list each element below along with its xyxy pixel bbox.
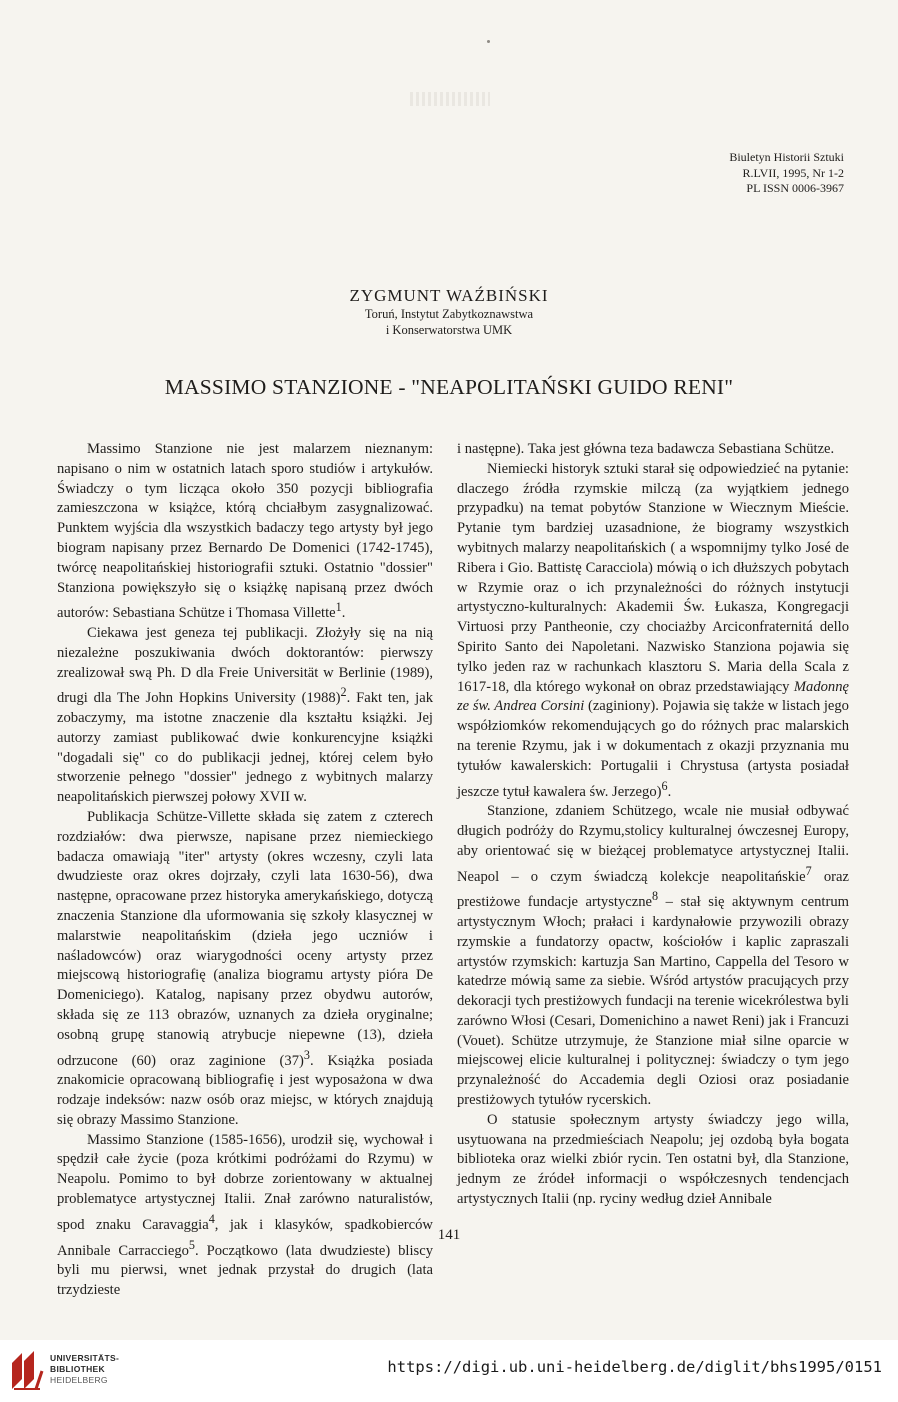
article-title: MASSIMO STANZIONE - "NEAPOLITAŃSKI GUIDO RENI" (164, 375, 734, 399)
text-column-left (57, 440, 433, 1301)
university-library-logo-icon (10, 1349, 44, 1391)
footnote-ref: 6 (661, 778, 668, 793)
paragraph-text: Massimo Stanzione (1585-1656), urodził się, wychował i spędził całe życie (poza krótkimi podróżami do Rzymu) w Neapolu. Pomimo to był dobrze zorientowany w aktualnej problematyce artystycznej Italii. Znał zarówno naturalistów, spod znaku Caravaggia (57, 1131, 433, 1233)
affiliation-line-2: i Konserwatorstwa UMK (385, 323, 513, 337)
paragraph (57, 1131, 433, 1301)
paragraph-text: . Początkowo (lata dwudzieste) bliscy byli mu pierwsi, wnet jednak przystał do drugich (lata trzydzieste (57, 1242, 433, 1298)
paragraph-text: Niemiecki historyk sztuki starał się odpowiedzieć na pytanie: dlaczego źródła rzymskie milczą (za wyjątkiem jednego przypadku) na temat pobytów Stanzione w Wiecznym Mieście. Pytanie tym bardziej uzasadnione, że biogramy wszystkich wybitnych malarzy neapolitańskich ( a wspomnijmy tylko José de Ribera i Gio. Battistę Caracciola) mówią o ich dłuższych pobytach w Rzymie oraz o ich przynależności do różnych instytucji artystyczno-kulturalnych: Akademii Św. Łukasza, Kongregacji Virtuosi przy Pantheonie, czy chociażby Arciconfraternitá dello Spirito Santo dei Napoletani. Nazwisko Stanziona pojawia się tylko jeden raz w rachunkach klasztoru S. Maria della Scala z 1617-18, dla którego wykonał on obraz przedstawiający (457, 460, 849, 695)
speck-mark (487, 40, 490, 43)
page-number: 141 (437, 1227, 461, 1243)
footnote-ref: 3 (303, 1047, 310, 1062)
author-affiliation (0, 306, 898, 338)
paragraph (457, 440, 849, 460)
library-logo-text (50, 1353, 119, 1386)
bleed-through-mark (410, 92, 490, 106)
paragraph-text: i następne). Taka jest główna teza badawcza Sebastiana Schütze. (457, 441, 835, 457)
paragraph (57, 624, 433, 808)
paragraph-text: Stanzione, zdaniem Schützego, wcale nie musiał odbywać długich podróży do Rzymu,stolicy kulturalnej ówczesnej Europy, aby orientować się w bieżącej problematyce artystycznej Italii. Neapol – o czym świadczą kolekcje neapolitańskie (457, 803, 849, 885)
text-column-right (457, 440, 849, 1210)
paragraph-text: Massimo Stanzione nie jest malarzem nieznanym: napisano o nim w ostatnich latach sporo studiów i artykułów. Świadczy o tym licząca około 350 pozycji bibliografia zamieszczona w książce, którą chciałbym zasygnalizować. Punktem wyjścia dla wszystkich badaczy tego artysty był jego biogram napisany przez Bernardo De Domenici (1742-1745), twórcę neapolitańskiej historiografii sztuki. Ostatnio "dossier" Stanziona powiększyło się o książkę napisaną przez dwóch autorów: Sebastiana Schütze i Thomasa Villette (57, 441, 433, 622)
paragraph (457, 460, 849, 802)
permalink-url[interactable]: https://digi.ub.uni-heidelberg.de/diglit/bhs1995/0151 (387, 1358, 882, 1376)
journal-info (729, 150, 844, 197)
paragraph-text: , jak i klasyków, spadkobierców Annibale Carracciego (57, 1216, 433, 1259)
paragraph (57, 808, 433, 1131)
paragraph (457, 802, 849, 1111)
footnote-ref: 5 (188, 1237, 195, 1252)
journal-issn: PL ISSN 0006-3967 (746, 181, 844, 195)
journal-name: Biuletyn Historii Sztuki (729, 150, 844, 164)
footnote-ref: 2 (340, 685, 347, 700)
paragraph-text: . Książka posiada znakomicie opracowaną bibliografię i jest wyposażona w dwa rodzaje indeksów: nazw osób oraz miejsc, w których znajdują się obrazy Massimo Stanzione. (57, 1052, 433, 1128)
footnote-ref: 4 (208, 1211, 215, 1226)
paragraph-text: Ciekawa jest geneza tej publikacji. Złożyły się na nią niezależne poszukiwania dwóch doktorantów: pierwszy zrealizował swą Ph. D dla Freie Universität w Berlinie (1989), drugi dla The John Hopkins University (1988) (57, 625, 433, 707)
author-name: ZYGMUNT WAŹBIŃSKI (349, 286, 549, 305)
journal-volume: R.LVII, 1995, Nr 1-2 (742, 165, 844, 180)
footnote-ref: 8 (652, 889, 659, 904)
paragraph-text: . (667, 783, 672, 800)
paragraph-text: . Fakt ten, jak zobaczymy, ma istotne znaczenie dla kształtu książki. Jej autorzy zamiast publikować dwie konkurencyjne książki "dogadali się" co do publikacji jednej, której celem było stworzenie pełnego "dossier" jednego z wybitnych malarzy neapolitańskich pierwszej połowy XVII w. (57, 690, 433, 806)
footnote-ref: 1 (335, 600, 342, 615)
paragraph-text: oraz prestiżowe fundacje artystyczne (457, 868, 849, 911)
viewer-footer (0, 1340, 898, 1402)
logo-line-1: UNIVERSITÄTS- (50, 1353, 120, 1363)
paragraph (57, 440, 433, 624)
paragraph-text: O statusie społecznym artysty świadczy jego willa, usytuowana na przedmieściach Neapolu; jej ozdobą była bogata biblioteka oraz wielki zbiór rycin. Ten ostatni był, dla Stanzione, jednym ze źródeł informacji o współczesnych tendencjach artystycznych Italii (np. ryciny według dzieł Annibale (457, 1111, 849, 1208)
logo-line-2: BIBLIOTHEK (50, 1364, 105, 1374)
logo-line-3: HEIDELBERG (50, 1375, 108, 1385)
paragraph (457, 1111, 849, 1210)
footnote-ref: 7 (805, 863, 812, 878)
paragraph-text: Publikacja Schütze-Villette składa się zatem z czterech rozdziałów: dwa pierwsze, napisane przez niemieckiego badacza omawiają "iter" artysty (okres wczesny, czyli lata dwudzieste oraz okres dojrzały, czyli lata 1630-56), dwa następne, opracowane przez historyka amerykańskiego, dotyczą znaczenia Stanzione dla uformowania się szkoły klasycznej w malarstwie neapolitańskim (dzieła jego uczniów i naśladowców) oraz wiarygodności oceny artysty przez miejscową historiografię (analiza biogramu artysty pióra De Domeniciego). Katalog, napisany przez obydwu autorów, składa się ze 113 obrazów, uznanych za dzieła oryginalne; osobną grupę stanowią atrybucje niepewne (13), dzieła odrzucone (60) oraz zaginione (37) (57, 809, 433, 1069)
paragraph-text: – stał się aktywnym centrum artystycznym Włoch; prałaci i kardynałowie przywozili obrazy rzymskie a fundatorzy opactw, kościołów i kaplic zapraszali artystów rzymskich: kartuzja San Martino, Cappella del Tesoro w katedrze mówią same za siebie. Wśród artystów pracujących przy dekoracji tych prestiżowych fundacji na terenie wicekrólestwa byli zarówno Włosi (Cesari, Domenichino a nawet Reni) jak i Francuzi (Vouet). Schütze utrzymuje, że Stanzione miał silne oparcie w miejscowej elicie kulturalnej i politycznej: świadczy o tym jego przynależność do Accademia degli Oziosi oraz posiadanie prestiżowych tytułów rycerskich. (457, 894, 849, 1109)
paragraph-text: . (341, 605, 346, 622)
affiliation-line-1: Toruń, Instytut Zabytkoznawstwa (364, 307, 534, 321)
paragraph-text: (zaginiony). Pojawia się także w listach jego współziomków rekomendujących go do różnych prac malarskich na terenie Rzymu, jak i w dokumentach z okazji przyznania mu tytułów kawalerskich: Portugalii i Chrystusa (artysta posiadał jeszcze tytuł kawalera św. Jerzego) (457, 698, 849, 800)
artwork-title: Madonnę ze św. Andrea Corsini (457, 678, 849, 715)
